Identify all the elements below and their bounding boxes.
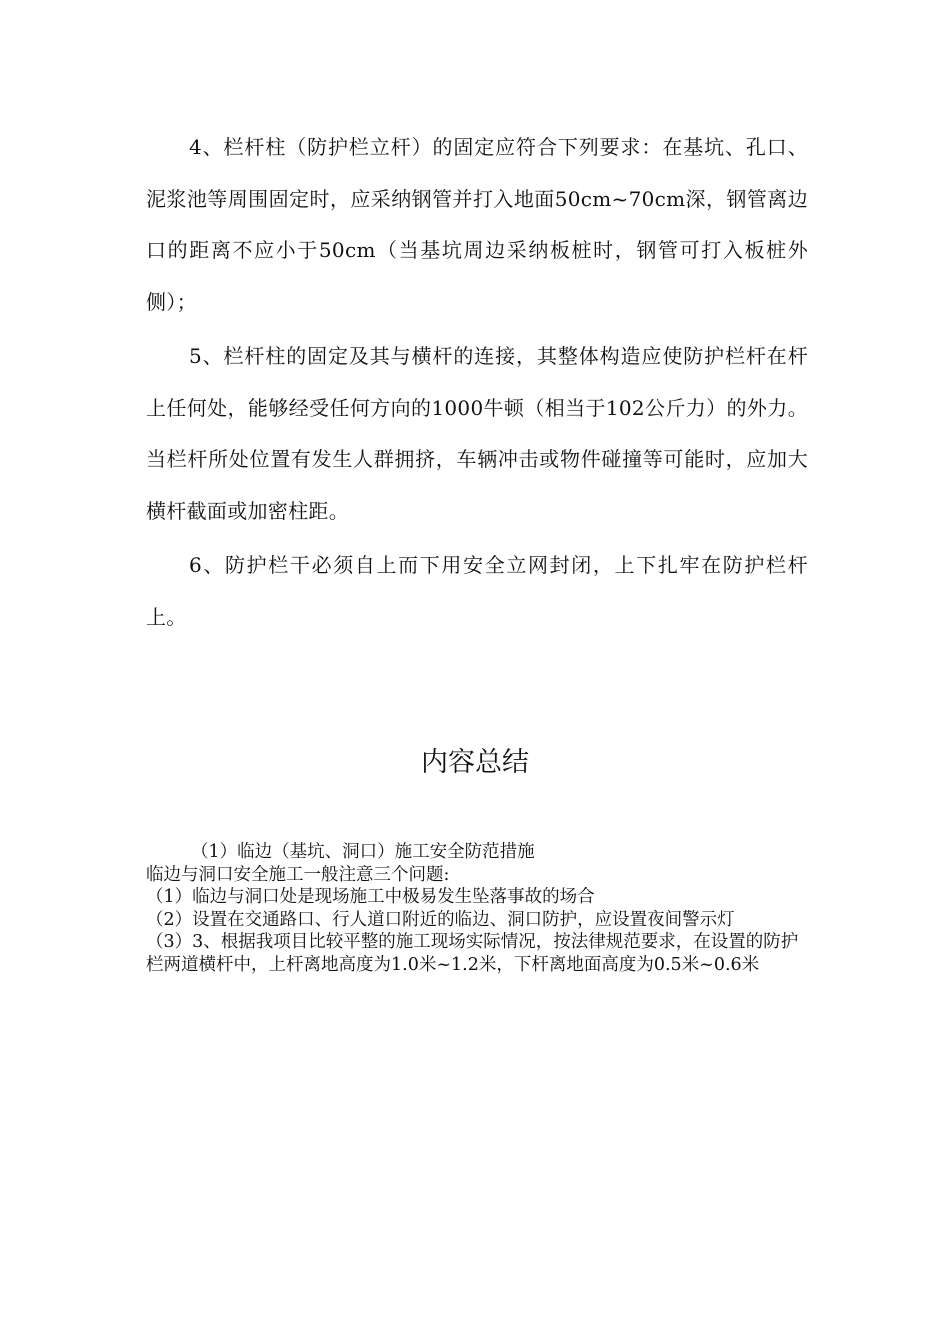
summary-title: 内容总结 <box>421 747 529 778</box>
summary-item-1: （1）临边与洞口处是现场施工中极易发生坠落事故的场合 <box>146 887 595 907</box>
summary-section <box>146 841 808 976</box>
summary-item-2: （2）设置在交通路口、行人道口附近的临边、洞口防护，应设置夜间警示灯 <box>146 909 735 930</box>
summary-item-3: （3）3、根据我项目比较平整的施工现场实际情况，按法律规范要求，在设置的防护栏两道横杆中，上杆离地高度为1.0米~1.2米，下杆离地面高度为0.5米~0.6米 <box>146 932 799 975</box>
summary-heading: （1）临边（基坑、洞口）施工安全防范措施 <box>191 842 535 862</box>
body-text <box>146 122 808 643</box>
paragraph-4: 4、栏杆柱（防护栏立杆）的固定应符合下列要求：在基坑、孔口、泥浆池等周围固定时，应采纳钢管并打入地面50cm~70cm深，钢管离边口的距离不应小于50cm（当基坑周边采纳板桩时，钢管可打入板桩外侧）； <box>146 135 808 314</box>
paragraph-5: 5、栏杆柱的固定及其与横杆的连接，其整体构造应使防护栏杆在杆上任何处，能够经受任何方向的1000牛顿（相当于102公斤力）的外力。当栏杆所处位置有发生人群拥挤，车辆冲击或物件碰撞等可能时，应加大横杆截面或加密柱距。 <box>146 344 808 523</box>
paragraph-6: 6、防护栏干必须自上而下用安全立网封闭，上下扎牢在防护栏杆上。 <box>146 553 808 629</box>
summary-intro: 临边与洞口安全施工一般注意三个问题: <box>146 864 450 885</box>
